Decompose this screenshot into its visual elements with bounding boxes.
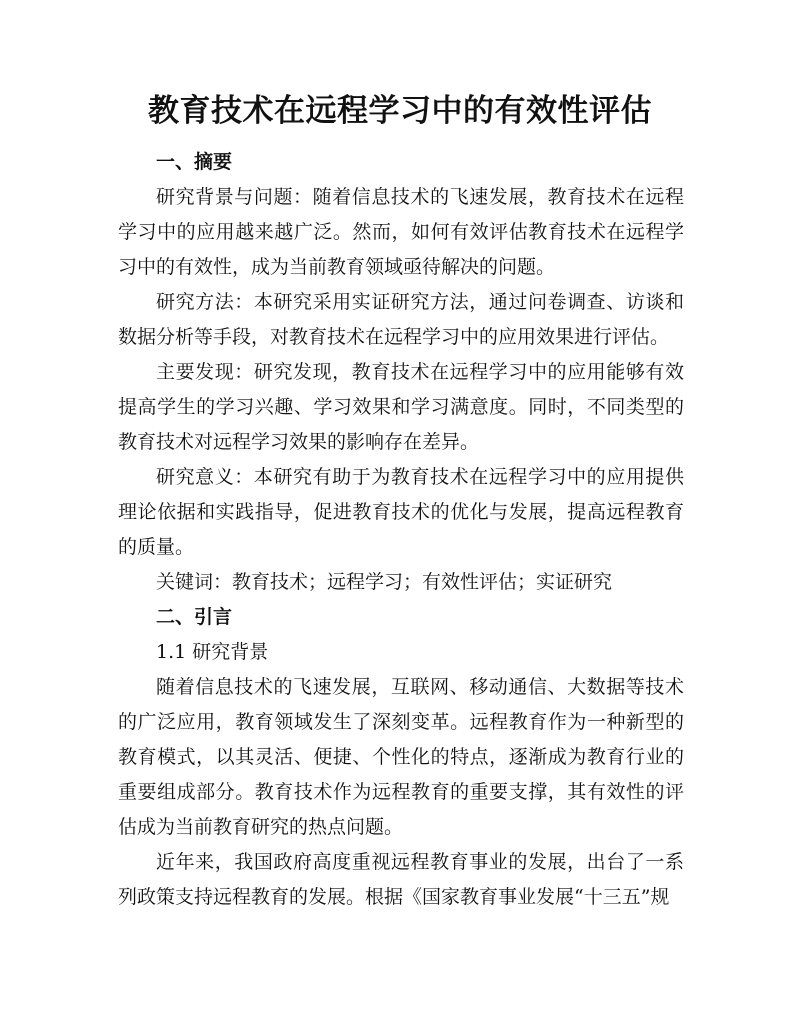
- paragraph-background: 研究背景与问题：随着信息技术的飞速发展，教育技术在远程学习中的应用越来越广泛。然而，如何有效评估教育技术在远程学习中的有效性，成为当前教育领域亟待解决的问题。: [118, 186, 684, 278]
- section-heading-introduction: 二、引言: [156, 606, 233, 628]
- paragraph-methods: 研究方法：本研究采用实证研究方法，通过问卷调查、访谈和数据分析等手段，对教育技术在远程学习中的应用效果进行评估。: [118, 291, 684, 348]
- document-body: [118, 145, 684, 915]
- document-title: 教育技术在远程学习中的有效性评估: [148, 93, 652, 129]
- subsection-heading-research-background: 1.1 研究背景: [156, 641, 269, 663]
- paragraph-keywords: 关键词：教育技术；远程学习；有效性评估；实证研究: [156, 571, 613, 593]
- paragraph-significance: 研究意义：本研究有助于为教育技术在远程学习中的应用提供理论依据和实践指导，促进教育技术的优化与发展，提高远程教育的质量。: [118, 466, 684, 558]
- section-heading-abstract: 一、摘要: [156, 151, 233, 173]
- paragraph-findings: 主要发现：研究发现，教育技术在远程学习中的应用能够有效提高学生的学习兴趣、学习效果和学习满意度。同时，不同类型的教育技术对远程学习效果的影响存在差异。: [118, 361, 684, 453]
- paragraph-intro-2: 近年来，我国政府高度重视远程教育事业的发展，出台了一系列政策支持远程教育的发展。根据《国家教育事业发展“十三五”规: [118, 851, 684, 908]
- paragraph-intro-1: 随着信息技术的飞速发展，互联网、移动通信、大数据等技术的广泛应用，教育领域发生了深刻变革。远程教育作为一种新型的教育模式，以其灵活、便捷、个性化的特点，逐渐成为教育行业的重要组成部分。教育技术作为远程教育的重要支撑，其有效性的评估成为当前教育研究的热点问题。: [118, 676, 684, 838]
